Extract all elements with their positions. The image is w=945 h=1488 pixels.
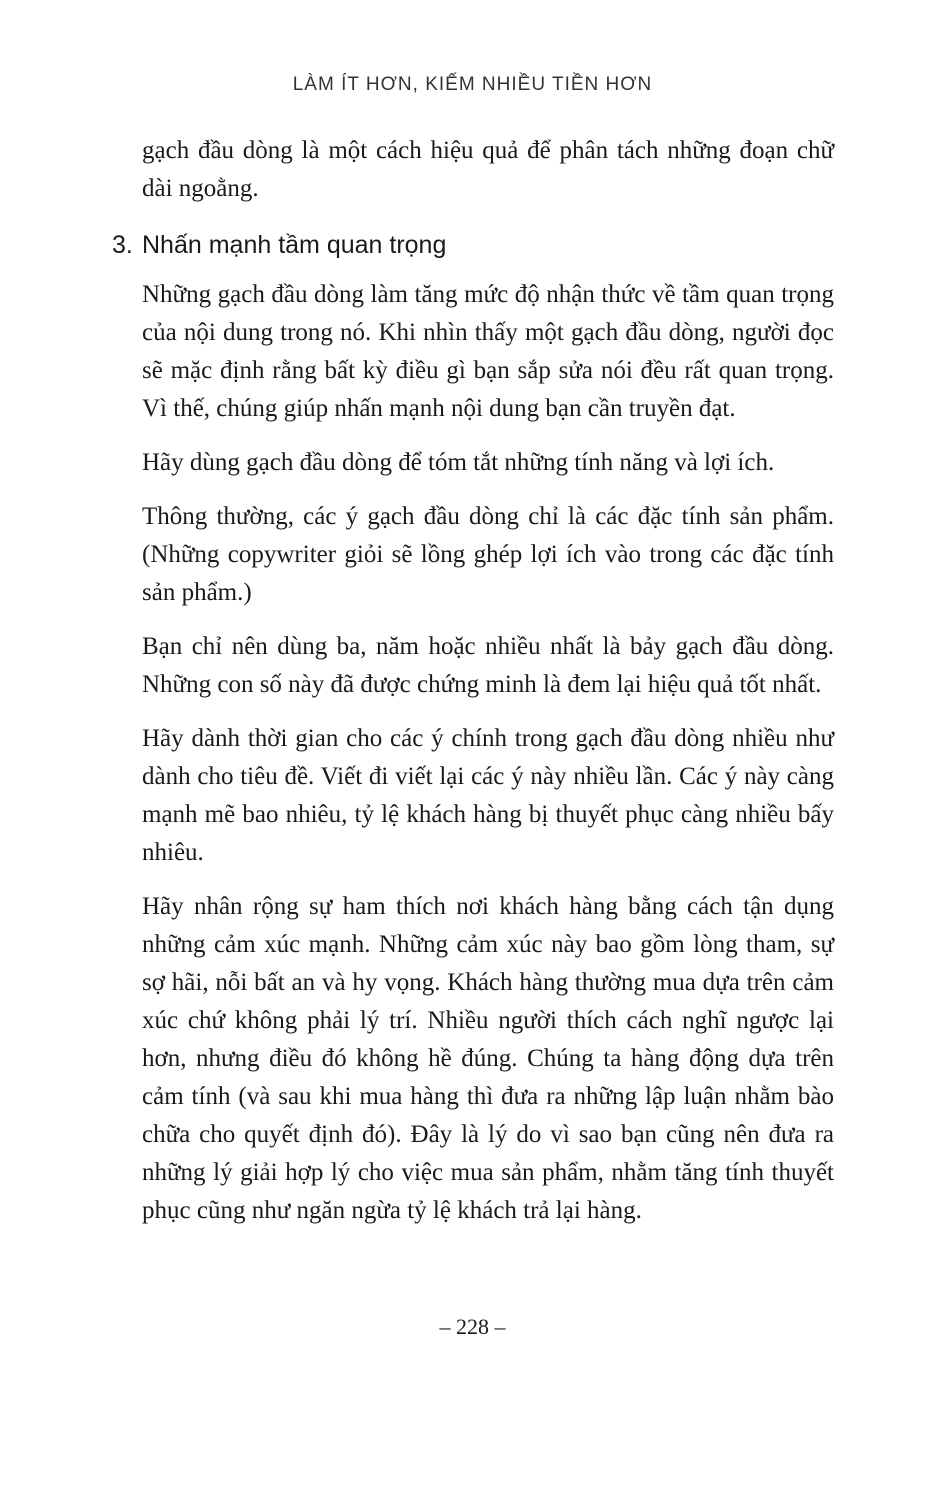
paragraph: Hãy nhân rộng sự ham thích nơi khách hàng bằng cách tận dụng những cảm xúc mạnh. Những cảm xúc này bao gồm lòng tham, sự sợ hãi, nỗi bất an và hy vọng. Khách hàng thường mua dựa trên cảm xúc chứ không phải lý trí. Nhiều người thích cách nghĩ ngược lại hơn, nhưng điều đó không hề đúng. Chúng ta hàng động dựa trên cảm tính (và sau khi mua hàng thì đưa ra những lập luận nhằm bào chữa cho quyết định đó). Đây là lý do vì sao bạn cũng nên đưa ra những lý giải hợp lý cho việc mua sản phẩm, nhằm tăng tính thuyết phục cũng như ngăn ngừa tỷ lệ khách trả lại hàng.	[142, 893, 834, 1224]
page-number: – 228 –	[439, 1314, 506, 1339]
running-header: LÀM ÍT HƠN, KIẾM NHIỀU TIỀN HƠN	[292, 74, 653, 95]
page-body	[112, 132, 834, 1246]
paragraph: Bạn chỉ nên dùng ba, năm hoặc nhiều nhất là bảy gạch đầu dòng. Những con số này đã được chứng minh là đem lại hiệu quả tốt nhất.	[142, 633, 834, 698]
paragraph: Những gạch đầu dòng làm tăng mức độ nhận thức về tầm quan trọng của nội dung trong nó. Khi nhìn thấy một gạch đầu dòng, người đọc sẽ mặc định rằng bất kỳ điều gì bạn sắp sửa nói đều rất quan trọng. Vì thế, chúng giúp nhấn mạnh nội dung bạn cần truyền đạt.	[142, 281, 834, 422]
paragraph: Thông thường, các ý gạch đầu dòng chỉ là các đặc tính sản phẩm. (Những copywriter giỏi sẽ lồng ghép lợi ích vào trong các đặc tính sản phẩm.)	[142, 503, 834, 606]
section-heading	[112, 226, 834, 264]
section-number: 3.	[112, 231, 133, 259]
paragraph: Hãy dùng gạch đầu dòng để tóm tắt những tính năng và lợi ích.	[142, 449, 775, 476]
paragraph: Hãy dành thời gian cho các ý chính trong gạch đầu dòng nhiều như dành cho tiêu đề. Viết đi viết lại các ý này nhiều lần. Các ý này càng mạnh mẽ bao nhiêu, tỷ lệ khách hàng bị thuyết phục càng nhiều bấy nhiêu.	[142, 725, 834, 866]
continuation-paragraph: gạch đầu dòng là một cách hiệu quả để phân tách những đoạn chữ dài ngoằng.	[142, 137, 834, 202]
section-title: Nhấn mạnh tầm quan trọng	[142, 231, 447, 259]
